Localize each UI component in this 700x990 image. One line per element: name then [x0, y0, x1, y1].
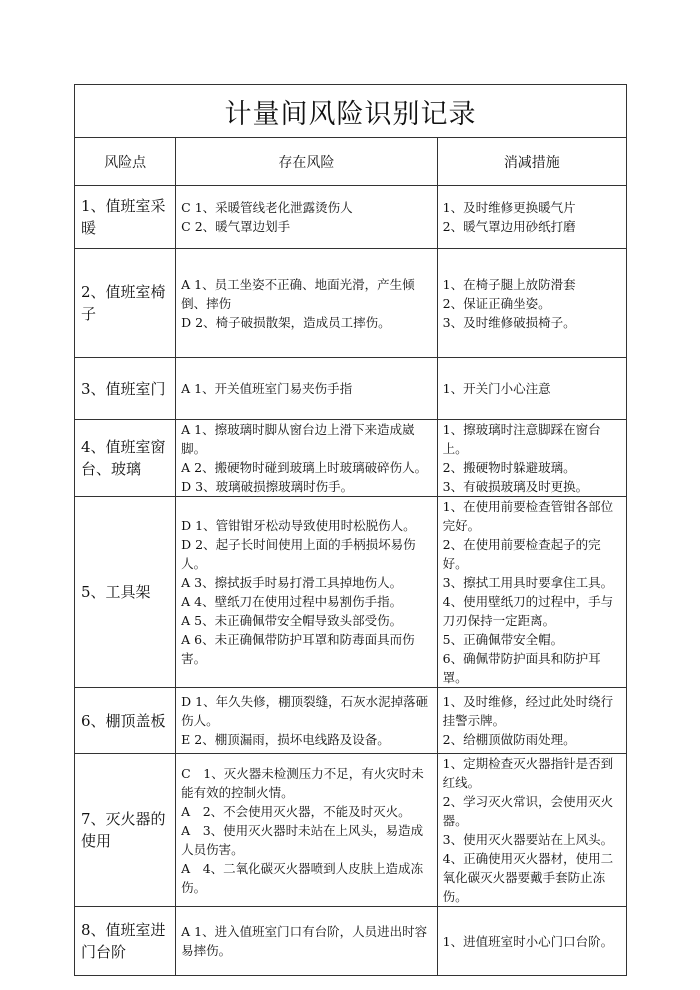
column-header-point: 风险点	[75, 138, 176, 186]
risk-item: A 1、员工坐姿不正确、地面光滑，产生倾倒、摔伤	[181, 276, 415, 311]
measure-cell	[437, 497, 626, 688]
risk-cell	[176, 420, 437, 497]
measure-item: 1、进值班室时小心门口台阶。	[442, 933, 614, 949]
measure-cell	[437, 688, 626, 754]
risk-cell	[176, 688, 437, 754]
measure-item: 1、在椅子腿上放防滑套	[442, 276, 576, 292]
risk-cell	[176, 497, 437, 688]
risk-table	[74, 84, 627, 976]
measure-item: 3、擦拭工用具时要拿住工具。	[442, 575, 614, 590]
measure-item: 1、定期检查灭火器指针是否到红线。	[442, 756, 614, 790]
risk-item: A 3、使用灭火器时未站在上风头，易造成人员伤害。	[181, 822, 424, 857]
column-header-risk: 存在风险	[176, 138, 437, 186]
risk-item: C 2、暖气罩边划手	[181, 219, 291, 234]
risk-item: D 2、起子长时间使用上面的手柄损坏易伤人。	[181, 537, 416, 571]
risk-item: E 2、棚顶漏雨，损坏电线路及设备。	[181, 732, 390, 747]
measure-item: 4、使用壁纸刀的过程中，手与刀刃保持一定距离。	[442, 594, 614, 628]
measure-item: 3、及时维修破损椅子。	[442, 314, 576, 330]
risk-item: D 1、年久失修，棚顶裂缝，石灰水泥掉落砸伤人。	[181, 694, 429, 728]
risk-cell	[176, 754, 437, 907]
measure-item: 5、正确佩带安全帽。	[442, 632, 564, 647]
risk-record-sheet	[74, 84, 627, 976]
table-row	[75, 358, 627, 420]
risk-item: D 2、椅子破损散架，造成员工摔伤。	[181, 314, 391, 330]
measure-item: 2、在使用前要检查起子的完好。	[442, 537, 601, 571]
risk-cell	[176, 907, 437, 976]
risk-cell	[176, 358, 437, 420]
risk-item: A 2、不会使用灭火器，不能及时灭火。	[181, 803, 411, 819]
measure-item: 3、有破损玻璃及时更换。	[442, 479, 589, 494]
risk-item: D 3、玻璃破损擦玻璃时伤手。	[181, 479, 354, 494]
measure-item: 1、及时维修，经过此处时绕行挂警示牌。	[442, 694, 614, 728]
table-row	[75, 907, 627, 976]
risk-item: A 6、未正确佩带防护耳罩和防毒面具而伤害。	[181, 632, 415, 666]
risk-point: 2、值班室椅子	[75, 249, 176, 358]
column-header-measure: 消减措施	[437, 138, 626, 186]
measure-item: 2、学习灭火常识，会使用灭火器。	[442, 794, 614, 828]
table-row	[75, 754, 627, 907]
risk-point: 8、值班室进门台阶	[75, 907, 176, 976]
risk-point: 5、工具架	[75, 497, 176, 688]
measure-item: 2、暖气罩边用砂纸打磨	[442, 219, 576, 234]
risk-cell	[176, 186, 437, 249]
measure-cell	[437, 420, 626, 497]
table-row	[75, 497, 627, 688]
risk-point: 4、值班室窗台、玻璃	[75, 420, 176, 497]
measure-item: 3、使用灭火器要站在上风头。	[442, 832, 614, 847]
risk-item: C 1、采暖管线老化泄露烫伤人	[181, 200, 353, 215]
risk-point: 6、棚顶盖板	[75, 688, 176, 754]
risk-item: A 4、二氧化碳灭火器喷到人皮肤上造成冻伤。	[181, 860, 424, 895]
risk-point: 7、灭火器的使用	[75, 754, 176, 907]
measure-item: 2、保证正确坐姿。	[442, 295, 551, 311]
table-row	[75, 186, 627, 249]
measure-cell	[437, 186, 626, 249]
risk-point: 3、值班室门	[75, 358, 176, 420]
risk-item: D 1、管钳钳牙松动导致使用时松脱伤人。	[181, 518, 416, 533]
risk-item: A 2、搬硬物时碰到玻璃上时玻璃破碎伤人。	[181, 460, 428, 475]
table-row	[75, 249, 627, 358]
measure-cell	[437, 358, 626, 420]
measure-item: 2、搬硬物时躲避玻璃。	[442, 460, 576, 475]
measure-item: 6、确佩带防护面具和防护耳罩。	[442, 651, 601, 685]
risk-item: A 1、进入值班室门口有台阶，人员进出时容易摔伤。	[181, 924, 428, 958]
risk-item: A 3、擦拭扳手时易打滑工具掉地伤人。	[181, 575, 403, 590]
risk-point: 1、值班室采暖	[75, 186, 176, 249]
risk-item: A 5、未正确佩带安全帽导致头部受伤。	[181, 613, 403, 628]
measure-item: 4、正确使用灭火器材，使用二氧化碳灭火器要戴手套防止冻伤。	[442, 851, 614, 904]
risk-item: A 1、擦玻璃时脚从窗台边上滑下来造成崴脚。	[181, 422, 415, 456]
measure-item: 1、开关门小心注意	[442, 381, 551, 396]
page-title: 计量间风险识别记录	[75, 85, 627, 138]
risk-item: A 4、壁纸刀在使用过程中易割伤手指。	[181, 594, 403, 609]
measure-cell	[437, 249, 626, 358]
risk-cell	[176, 249, 437, 358]
measure-item: 1、及时维修更换暖气片	[442, 200, 576, 215]
table-row	[75, 420, 627, 497]
measure-item: 2、给棚顶做防雨处理。	[442, 732, 576, 747]
measure-cell	[437, 754, 626, 907]
risk-item: C 1、灭火器未检测压力不足，有火灾时未能有效的控制火情。	[181, 765, 424, 800]
measure-item: 1、擦玻璃时注意脚踩在窗台上。	[442, 422, 601, 456]
measure-item: 1、在使用前要检查管钳各部位完好。	[442, 499, 614, 533]
risk-item: A 1、开关值班室门易夹伤手指	[181, 381, 353, 396]
measure-cell	[437, 907, 626, 976]
table-row	[75, 688, 627, 754]
